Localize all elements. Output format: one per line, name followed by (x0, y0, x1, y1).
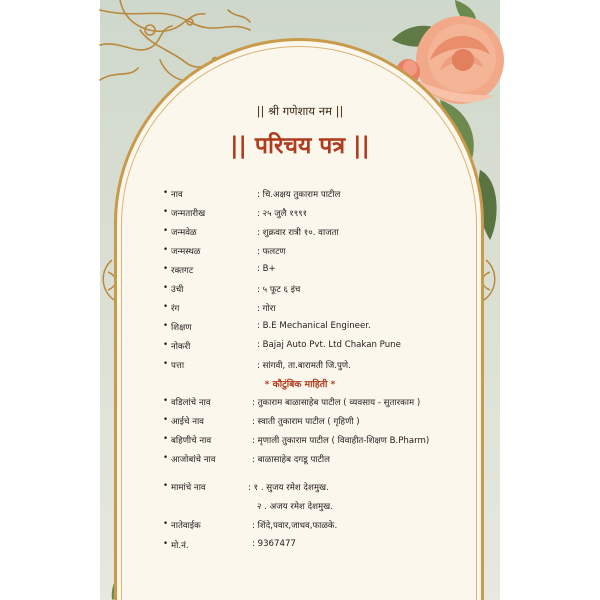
info-row-job (0, 340, 600, 358)
bullet: • (163, 434, 169, 444)
bullet: • (163, 519, 169, 529)
bullet: • (163, 283, 169, 293)
info-label: नातेवाईक (171, 521, 201, 531)
bullet: • (163, 359, 169, 369)
info-value: : गोरा (257, 304, 276, 314)
info-row-birthplace (0, 245, 600, 263)
info-value: : शिंदे,पवार,जाधव,फाळके. (252, 521, 338, 531)
info-value: : शुक्रवार रात्री १०. वाजता (257, 228, 339, 238)
info-row-sister (0, 434, 600, 452)
info-value: : १ . सुजय रमेश देशमुख. (248, 483, 329, 493)
page-title: || परिचय पत्र || (230, 133, 370, 159)
info-value: : सांगवी, ता.बारामती जि.पुणे. (257, 361, 351, 371)
info-value: : ५ फूट ६ इंच (257, 285, 301, 295)
family-section-heading: * कौटुंबिक माहिती * (264, 379, 336, 390)
bullet: • (163, 264, 169, 274)
info-row-name (0, 188, 600, 206)
bullet: • (163, 226, 169, 236)
info-value: : चि.अक्षय तुकाराम पाटील (257, 190, 341, 200)
info-value: : Bajaj Auto Pvt. Ltd Chakan Pune (257, 340, 401, 350)
info-label: जन्मस्थळ (171, 247, 201, 257)
info-label: रंग (171, 304, 180, 314)
info-row-mother (0, 415, 600, 433)
bullet: • (163, 453, 169, 463)
bullet: • (163, 340, 169, 350)
bullet: • (163, 321, 169, 331)
info-row-father (0, 396, 600, 414)
bullet: • (163, 207, 169, 217)
info-label: रक्तगट (171, 266, 194, 276)
info-row-grandfather (0, 453, 600, 471)
info-label: वडिलांचे नाव (171, 398, 211, 408)
info-label: बहिणीचे नाव (171, 436, 212, 446)
info-label: आजोबांचे नाव (171, 455, 216, 465)
info-label: उंची (171, 285, 184, 295)
bullet: • (163, 188, 169, 198)
info-label: पत्ता (171, 361, 185, 371)
info-label: नोकरी (171, 342, 191, 352)
info-value: : फलटण (257, 247, 286, 257)
invocation-text: || श्री गणेशाय नम || (256, 104, 344, 118)
info-label: आईचे नाव (171, 417, 204, 427)
info-row-uncles-line2 (0, 500, 600, 518)
bullet: • (163, 302, 169, 312)
bullet: • (163, 396, 169, 406)
info-label: जन्मवेळ (171, 228, 197, 238)
info-value: : 9367477 (252, 539, 296, 549)
info-row-blood-group (0, 264, 600, 282)
info-value: २ . अजय रमेश देशमुख. (257, 502, 333, 512)
info-label: मो.नं. (171, 541, 189, 551)
info-value: : तुकाराम बाळासाहेब पाटील ( व्यवसाय - सुतारकाम ) (252, 398, 421, 408)
info-row-height (0, 283, 600, 301)
info-label: जन्मतारीख (171, 209, 206, 219)
info-value: : B+ (257, 264, 276, 274)
info-row-relatives (0, 519, 600, 537)
bullet: • (163, 539, 169, 549)
bullet: • (163, 481, 169, 491)
bullet: • (163, 415, 169, 425)
info-label: शिक्षण (171, 323, 192, 333)
info-row-birthtime (0, 226, 600, 244)
info-row-contact (0, 539, 600, 557)
info-label: मामांचे नाव (171, 483, 206, 493)
info-value: : मृणाली तुकाराम पाटील ( विवाहीत-शिक्षण B.Pharm) (252, 436, 430, 446)
info-value: : बाळासाहेब दगडू पाटील (252, 455, 330, 465)
bullet: • (163, 245, 169, 255)
info-row-address (0, 359, 600, 377)
info-row-education (0, 321, 600, 339)
info-label: नाव (171, 190, 183, 200)
info-value: : B.E Mechanical Engineer. (257, 321, 371, 331)
info-row-complexion (0, 302, 600, 320)
info-value: : २५ जुलै १९९१ (257, 209, 308, 219)
info-row-birthdate (0, 207, 600, 225)
info-row-uncles (0, 481, 600, 499)
info-value: : स्वाती तुकाराम पाटील ( गृहिणी ) (252, 417, 360, 427)
